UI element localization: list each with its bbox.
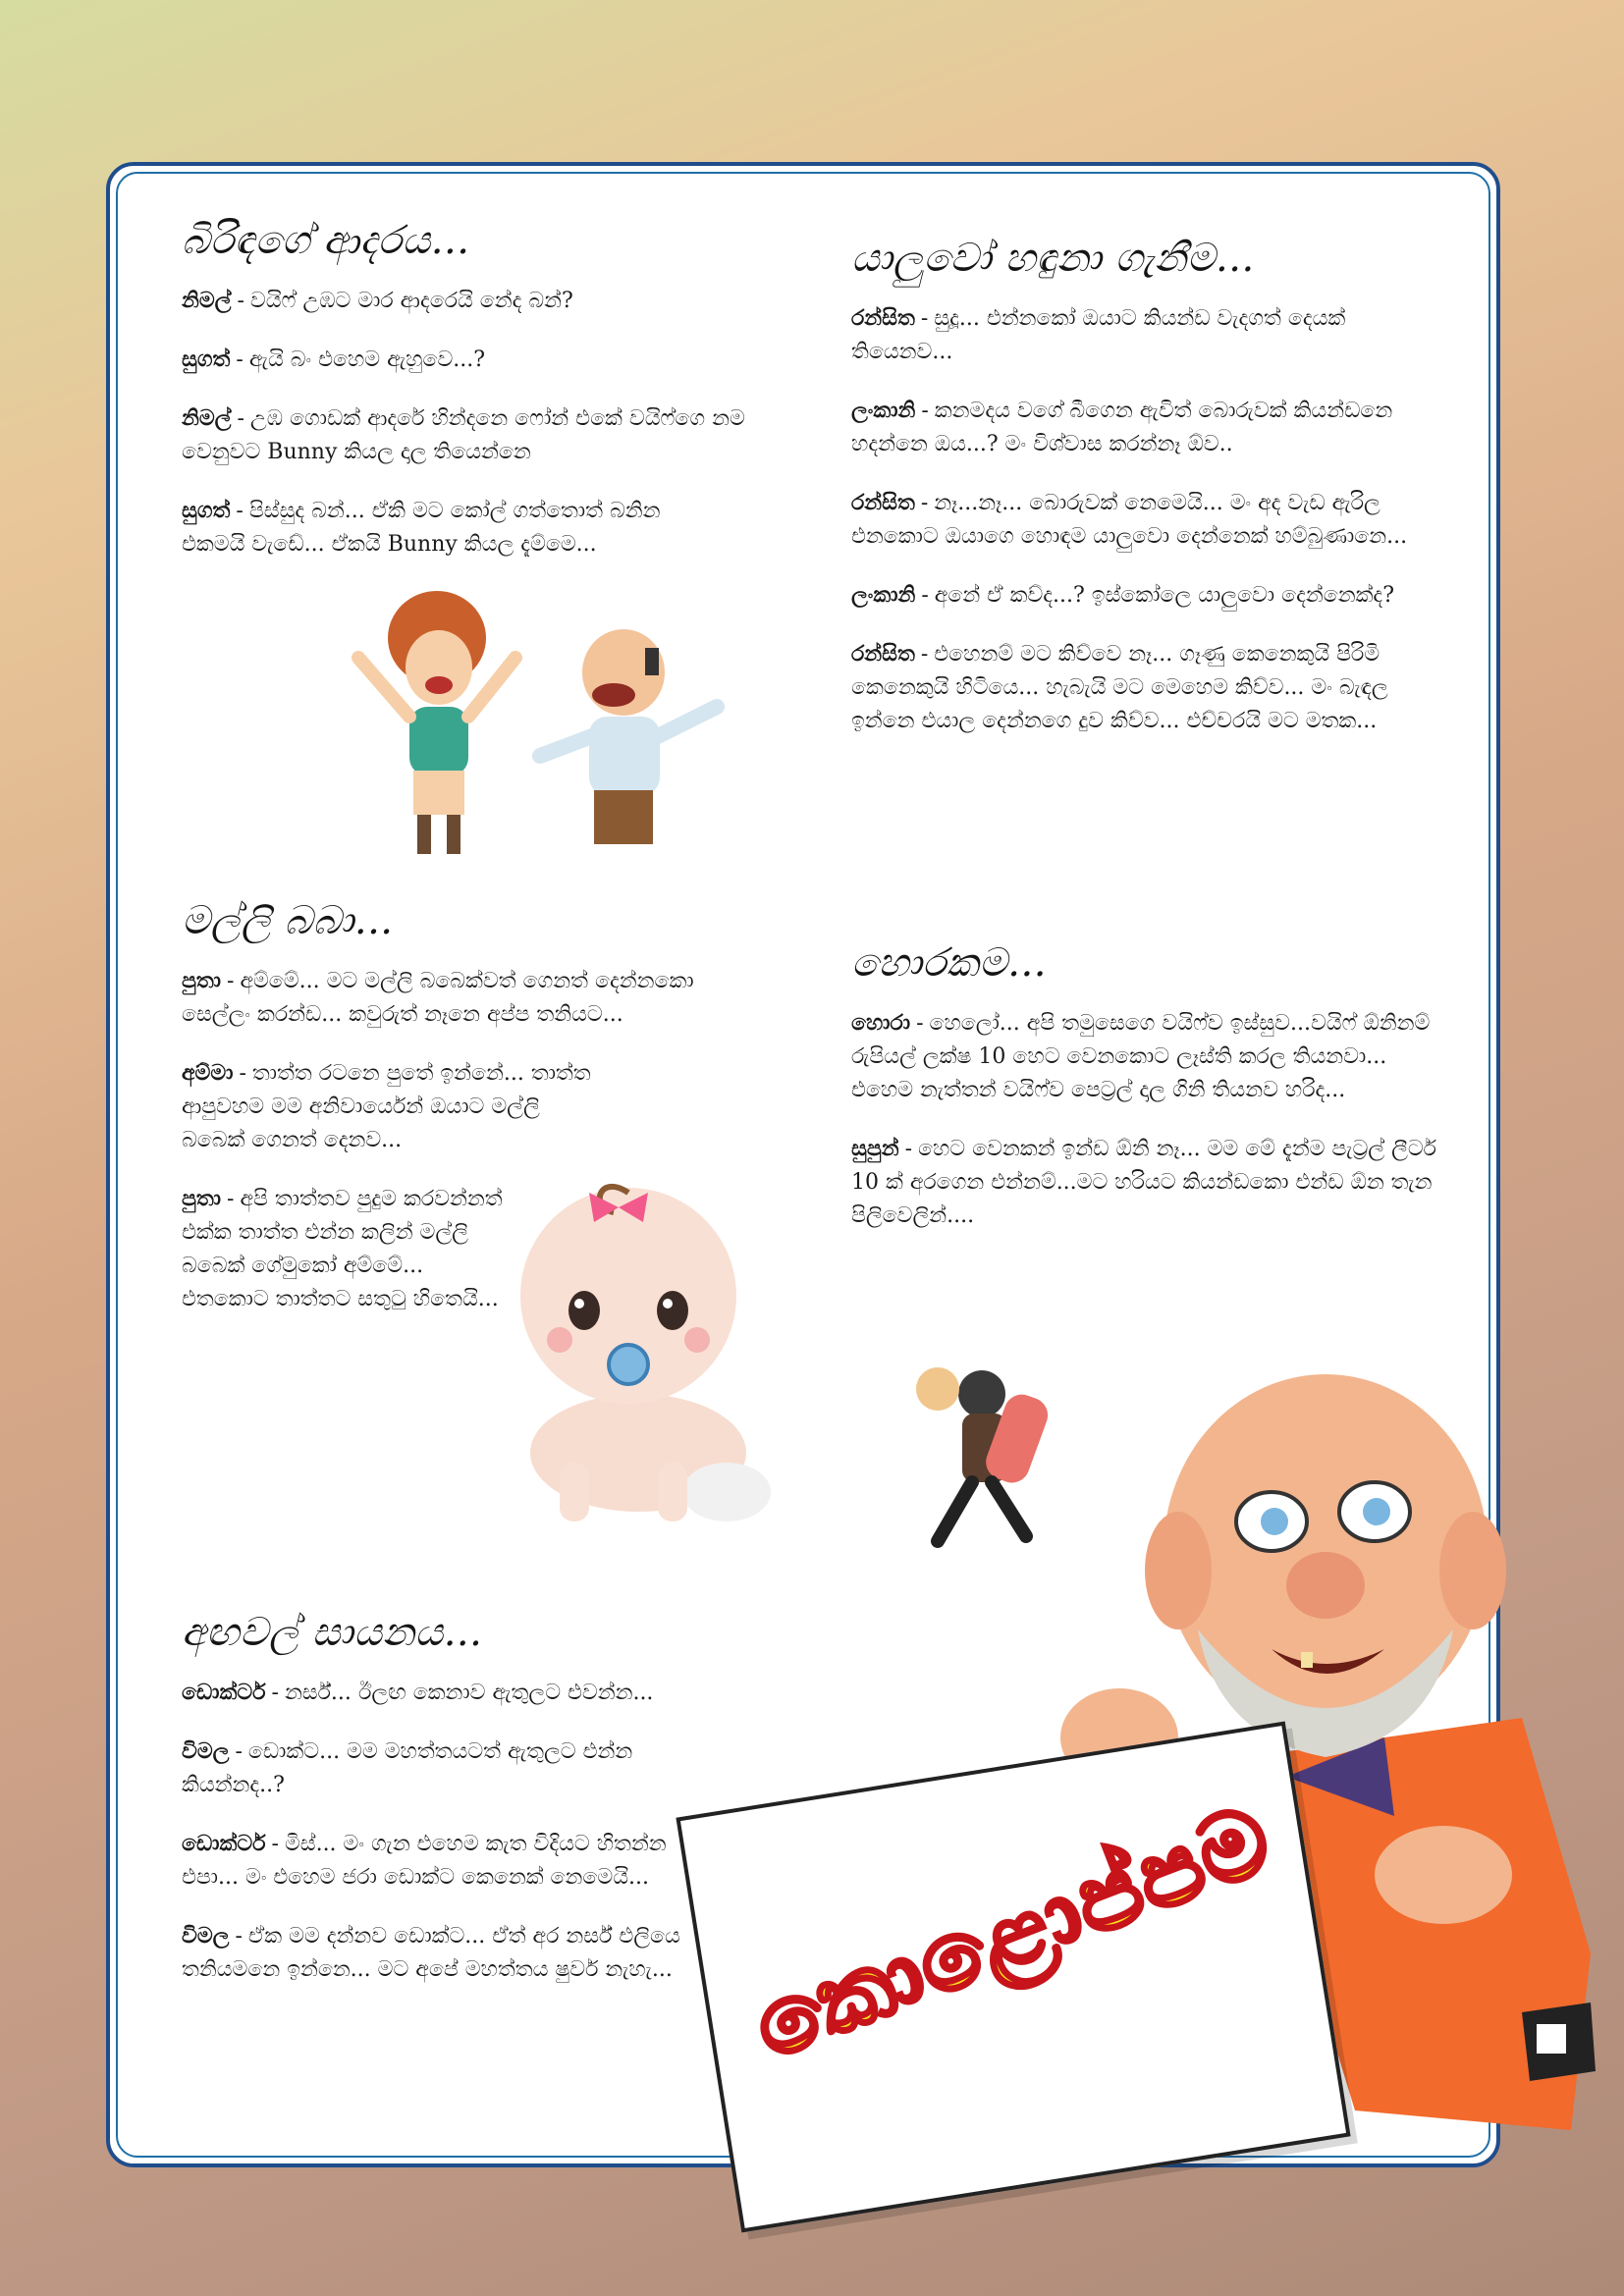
dialogue-line: ලංකානි - අනේ ඒ කව්ද...? ඉස්කෝලෙ යාලුවො දෙන්නෙක්ද? [851,583,1394,608]
dialogue-text: ඩොක්ට... මම මහත්තයටත් ඇතුලට එන්න කියන්නද..? [182,1739,633,1797]
dialogue-line: නිමල් - උඹ ගොඩක් ආදරේ හින්දනෙ ෆෝන් එකේ වයිෆ්ගෙ නම වෙනුවට Bunny කියල දාල තියෙන්නෙ [182,406,745,464]
dialogue-text: පිස්සුද බන්... ඒකි මට කෝල් ගත්තොත් බනින එකමයි වැඩේ... ඒකයි Bunny කියල දැම්මෙ... [182,499,661,557]
dialogue-text: සුදූ... එන්නකෝ ඔයාට කියන්ඩ වැදගත් දෙයක් තියෙනව... [851,306,1346,364]
speaker-name: ලංකානි [851,399,916,423]
speaker-name: රන්සිත [851,491,915,515]
section-wife-love [182,218,771,587]
speaker-name: සුගත් [182,499,231,523]
speaker-name: නිමල් [182,289,232,313]
dialogue-text: කනමදය වගේ බීගෙන ඇවිත් බොරුවක් කියන්ඩනෙ හදන්නෙ ඔය...? මං විශ්වාස කරන්නෑ ඕව.. [851,399,1393,456]
dialogue-text: අනේ ඒ කව්ද...? ඉස්කෝලෙ යාලුවො දෙන්නෙක්ද? [934,583,1394,608]
speaker-name: අම්මා [182,1061,234,1086]
dialogue-text: ඒක මම දන්නව ඩොක්ට... ඒත් අර නර්ස් එලියෙ තනියමනෙ ඉන්නෙ... මට අපේ මහත්තය ෂුවර් නැහැ... [182,1924,680,1982]
dialogue-line: පුතා - අපි තාත්තව පුදුම කරවන්නත් එක්ක තාත්ත එන්න කලින් මල්ලි බබෙක් ගේමුකෝ අම්මේ... එතකොට තාත්තට සතුටු හිතෙයි... [182,1187,503,1311]
dialogue-line: රන්සිත - සුදූ... එන්නකෝ ඔයාට කියන්ඩ වැදගත් දෙයක් තියෙනව... [851,306,1346,364]
speaker-name: නිමල් [182,406,232,431]
speaker-name: සුපුන් [851,1137,899,1161]
dialogue-line: සුගත් - පිස්සුද බන්... ඒකි මට කෝල් ගත්තොත් බනින එකමයි වැඩේ... ඒකයි Bunny කියල දැම්මෙ... [182,499,661,557]
speaker-name: රන්සිත [851,306,915,331]
section-title: අඟවල් සායනය... [182,1610,483,1655]
dialogue-line: අම්මා - තාත්ත රටනෙ පුතේ ඉන්නේ... තාත්ත ආපුවහම මම අනිවාර්යෙන් ඔයාට මල්ලි බබෙක් ගෙනත් දෙනව... [182,1061,591,1152]
dialogue-line: පුතා - අම්මේ... මට මල්ලි බබෙක්වත් ගෙනත් දෙන්නකො සෙල්ලං කරන්ඩ... කවුරුත් නෑනෙ අප්ප තනියට... [182,969,694,1027]
dialogue-text: ඇයි බං එහෙම ඇහුවෙ...? [248,347,486,372]
signboard-title: කොළොප්පම [738,1783,1287,2081]
section-clinic [182,1610,731,2012]
section-meeting-friends [851,236,1450,764]
dialogue-line: ලංකානි - කනමදය වගේ බීගෙන ඇවිත් බොරුවක් කියන්ඩනෙ හදන්නෙ ඔය...? මං විශ්වාස කරන්නෑ ඕව.. [851,399,1393,456]
speaker-name: විමල [182,1924,230,1949]
speaker-name: සුගත් [182,347,231,372]
section-title: බිරිඳගේ ආදරය... [182,218,470,263]
section-title: මල්ලි බබා... [182,898,394,943]
dialogue-line: රන්සිත - එහෙනම් මට කිව්වෙ නෑ... ගෑණු කෙනෙකුයි පිරිමි කෙනෙකුයි හිටියෙ... හැබැයි මට මෙහෙම කිව්ව... මං බැඳල ඉන්නෙ එයාල දෙන්නගෙ දුව කිව්ව... එච්චරයි මට මතක... [851,642,1388,733]
arguing-couple-illustration [329,579,771,864]
dialogue-text: තාත්ත රටනෙ පුතේ ඉන්නේ... තාත්ත ආපුවහම මම අනිවාර්යෙන් ඔයාට මල්ලි බබෙක් ගෙනත් දෙනව... [182,1061,591,1152]
section-title: හොරකම... [851,940,1047,986]
baby-illustration [481,1168,795,1541]
dialogue-text: නර්ස්... ඊලඟ කෙනාව ඇතුලට එවන්න... [284,1681,654,1705]
dialogue-line: නිමල් - වයිෆ් උඹට මාර ආදරෙයි නේද බන්? [182,289,573,313]
dialogue-line: රන්සිත - නෑ...නෑ... බොරුවක් නෙමෙයි... මං අද වැඩ ඇරිල එනකොට ඔයාගෙ හොඳම යාලුවො දෙන්නෙක් හම්බුණානෙ... [851,491,1408,549]
dialogue-line: විමල - ඩොක්ට... මම මහත්තයටත් ඇතුලට එන්න කියන්නද..? [182,1739,633,1797]
speaker-name: හොරා [851,1011,911,1036]
speaker-name: ඩොක්ටර් [182,1832,266,1856]
dialogue-text: හෙලෝ... අපි තමුසෙගෙ වයිෆ්ව ඉස්සුව...වයිෆ් ඕනිනම් රුපියල් ලක්ෂ 10 හෙට වෙනකොට ලෑස්ති කරල තියනවා... එහෙම නැත්තන් වයිෆ්ව පෙට්‍රල් දාල ගිනි තියනව හරිද... [851,1011,1431,1102]
section-title: යාලුවෝ හඳුනා ගැනීම... [851,236,1255,281]
dialogue-text: අපි තාත්තව පුදුම කරවන්නත් එක්ක තාත්ත එන්න කලින් මල්ලි බබෙක් ගේමුකෝ අම්මේ... එතකොට තාත්තට සතුටු හිතෙයි... [182,1187,503,1311]
speaker-name: ලංකානි [851,583,916,608]
dialogue-text: නෑ...නෑ... බොරුවක් නෙමෙයි... මං අද වැඩ ඇරිල එනකොට ඔයාගෙ හොඳම යාලුවො දෙන්නෙක් හම්බුණානෙ... [851,491,1408,549]
speaker-name: ඩොක්ටර් [182,1681,266,1705]
section-kidnapping [851,940,1450,1258]
dialogue-text: උඹ ගොඩක් ආදරේ හින්දනෙ ෆෝන් එකේ වයිෆ්ගෙ නම වෙනුවට Bunny කියල දාල තියෙන්නෙ [182,406,745,464]
dialogue-text: එහෙනම් මට කිව්වෙ නෑ... ගෑණු කෙනෙකුයි පිරිමි කෙනෙකුයි හිටියෙ... හැබැයි මට මෙහෙම කිව්ව... මං බැඳල ඉන්නෙ එයාල දෙන්නගෙ දුව කිව්ව... එච්චරයි මට මතක... [851,642,1388,733]
dialogue-line: සුගත් - ඇයි බං එහෙම ඇහුවෙ...? [182,347,486,372]
speaker-name: රන්සිත [851,642,915,667]
speaker-name: විමල [182,1739,230,1764]
dialogue-line: ඩොක්ටර් - නර්ස්... ඊලඟ කෙනාව ඇතුලට එවන්න... [182,1681,654,1705]
dialogue-line: හොරා - හෙලෝ... අපි තමුසෙගෙ වයිෆ්ව ඉස්සුව...වයිෆ් ඕනිනම් රුපියල් ලක්ෂ 10 හෙට වෙනකොට ලෑස්ති කරල තියනවා... එහෙම නැත්තන් වයිෆ්ව පෙට්‍රල් දාල ගිනි තියනව හරිද... [851,1011,1431,1102]
dialogue-line: විමල - ඒක මම දන්නව ඩොක්ට... ඒත් අර නර්ස් එලියෙ තනියමනෙ ඉන්නෙ... මට අපේ මහත්තය ෂුවර් නැහැ... [182,1924,680,1982]
dialogue-line: ඩොක්ටර් - මිස්... මං ගැන එහෙම කැත විදියට හිතන්න එපා... මං එහෙම ජරා ඩොක්ට කෙනෙක් නෙමෙයි... [182,1832,667,1890]
dialogue-text: මිස්... මං ගැන එහෙම කැත විදියට හිතන්න එපා... මං එහෙම ජරා ඩොක්ට කෙනෙක් නෙමෙයි... [182,1832,667,1890]
speaker-name: පුතා [182,969,221,993]
dialogue-text: අම්මේ... මට මල්ලි බබෙක්වත් ගෙනත් දෙන්නකො සෙල්ලං කරන්ඩ... කවුරුත් නෑනෙ අප්ප තනියට... [182,969,694,1027]
dialogue-text: වයිෆ් උඹට මාර ආදරෙයි නේද බන්? [249,289,573,313]
dialogue-line: සුපුන් - හෙට වෙනකන් ඉන්ඩ ඕනි නෑ... මම මේ දැන්ම පැට්‍රල් ලීටර් 10 ක් අරගෙන එන්නම්...මට හරියට කියන්ඩකො එන්ඩ ඕන තැන පිලිවෙලින්.... [851,1137,1436,1228]
speaker-name: පුතා [182,1187,221,1211]
dialogue-text: හෙට වෙනකන් ඉන්ඩ ඕනි නෑ... මම මේ දැන්ම පැට්‍රල් ලීටර් 10 ක් අරගෙන එන්නම්...මට හරියට කියන්ඩකො එන්ඩ ඕන තැන පිලිවෙලින්.... [851,1137,1436,1228]
